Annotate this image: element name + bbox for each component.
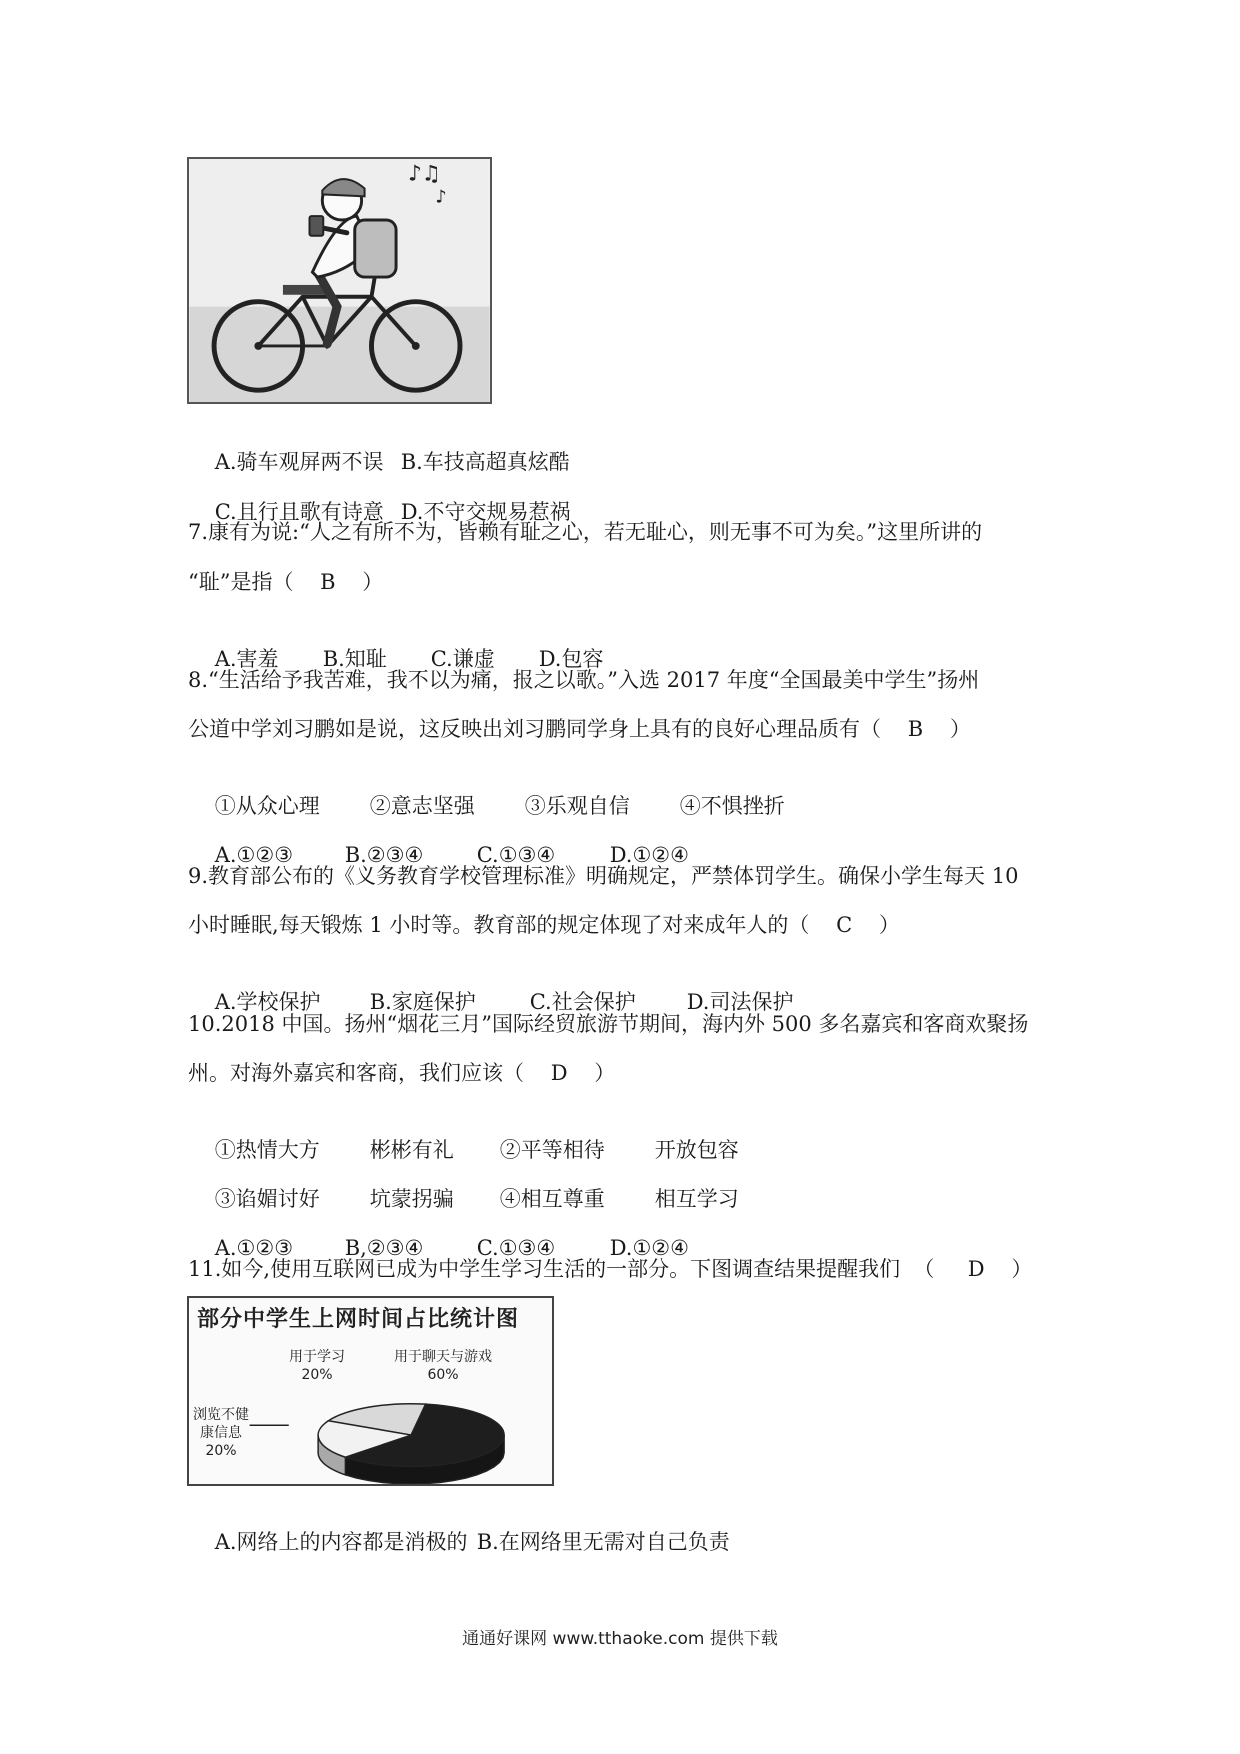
q8-text-line1: 8.“生活给予我苦难，我不以为痛，报之以歌。”入选 2017 年度“全国最美中学生”扬州 [188, 668, 980, 692]
q10-item-2a: ②平等相待 [499, 1138, 605, 1162]
slice-label-chat-games-name: 用于聊天与游戏 [394, 1349, 492, 1365]
svg-text:♪♫: ♪♫ [407, 161, 442, 187]
q10-item-3a: ③谄媚讨好 [214, 1187, 320, 1211]
q8-option-b: B.②③④ [344, 843, 424, 867]
q10-option-a: A.①②③ [214, 1236, 294, 1260]
q9-option-b: B.家庭保护 [369, 990, 476, 1014]
q6-option-a: A.骑车观屏两不误 [214, 450, 384, 474]
q9-option-d: D.司法保护 [686, 990, 794, 1014]
q10-option-d: D.①②④ [609, 1236, 689, 1260]
q6-option-b: B.车技高超真炫酷 [400, 450, 570, 474]
q7-text-line2: “耻”是指（ B ） [188, 570, 384, 594]
q9-text-line2: 小时睡眠,每天锻炼 1 小时等。教育部的规定体现了对来成年人的（ C ） [188, 913, 900, 937]
q9-text-line1: 9.教育部公布的《义务教育学校管理标准》明确规定，严禁体罚学生。确保小学生每天 10 [188, 864, 1019, 888]
q8-option-c: C.①③④ [476, 843, 556, 867]
q10-item-4a: ④相互尊重 [499, 1187, 605, 1211]
q8-item-1: ①从众心理 [214, 794, 320, 818]
q8-text-line2: 公道中学刘习鹏如是说，这反映出刘习鹏同学身上具有的良好心理品质有（ B ） [188, 717, 971, 741]
slice-label-chat-games-value: 60% [427, 1367, 459, 1383]
q10-item-2b: 开放包容 [654, 1138, 739, 1162]
q10-text-line1: 10.2018 中国。扬州“烟花三月”国际经贸旅游节期间，海内外 500 多名嘉宾和客商欢聚扬 [188, 1012, 1029, 1036]
q11-option-b: B.在网络里无需对自己负责 [476, 1530, 730, 1554]
page-footer: 通通好课网 www.tthaoke.com 提供下载 [462, 1629, 778, 1649]
chart-title: 部分中学生上网时间占比统计图 [197, 1307, 520, 1332]
q8-item-3: ③乐观自信 [524, 794, 630, 818]
q8-option-a: A.①②③ [214, 843, 294, 867]
q8-item-4: ④不惧挫折 [679, 794, 785, 818]
slice-label-unhealthy [191, 1406, 251, 1460]
q7-option-a: A.害羞 [214, 647, 279, 671]
svg-text:♪: ♪ [435, 187, 447, 208]
q8-option-d: D.①②④ [609, 843, 689, 867]
cyclist-drawing [189, 159, 490, 402]
q6-option-d: D.不守交规易惹祸 [400, 500, 571, 524]
slice-label-study-value: 20% [301, 1367, 333, 1383]
slice-label-chat-games [394, 1348, 492, 1384]
q7-text-line1: 7.康有为说:“人之有所不为，皆赖有耻之心，若无耻心，则无事不可为矣。”这里所讲的 [188, 520, 983, 544]
q9-option-c: C.社会保护 [529, 990, 636, 1014]
q8-item-2: ②意志坚强 [369, 794, 475, 818]
q10-option-c: C.①③④ [476, 1236, 556, 1260]
q10-item-4b: 相互学习 [654, 1187, 739, 1211]
q11-option-a: A.网络上的内容都是消极的 [214, 1530, 468, 1554]
q9-option-a: A.学校保护 [214, 990, 321, 1014]
q7-option-d: D.包容 [538, 647, 604, 671]
slice-label-study [289, 1348, 345, 1384]
q6-option-c: C.且行且歌有诗意 [214, 500, 384, 524]
pie-chart [187, 1296, 554, 1486]
q10-item-1b: 彬彬有礼 [369, 1138, 454, 1162]
cyclist-illustration [187, 157, 492, 404]
q7-option-b: B.知耻 [322, 647, 387, 671]
q10-text-line2: 州。对海外嘉宾和客商，我们应该（ D ） [188, 1061, 616, 1085]
slice-label-study-name: 用于学习 [289, 1349, 345, 1365]
q10-option-b: B,②③④ [344, 1236, 424, 1260]
q10-item-3b: 坑蒙拐骗 [369, 1187, 454, 1211]
q10-item-1a: ①热情大方 [214, 1138, 320, 1162]
slice-label-unhealthy-name: 浏览不健康信息 [193, 1407, 249, 1441]
q11-options-row1 [188, 1500, 730, 1584]
q11-text-line1: 11.如今,使用互联网已成为中学生学习生活的一部分。下图调查结果提醒我们 （ D ） [188, 1257, 1033, 1281]
slice-label-unhealthy-value: 20% [205, 1443, 237, 1459]
q7-option-c: C.谦虚 [430, 647, 495, 671]
